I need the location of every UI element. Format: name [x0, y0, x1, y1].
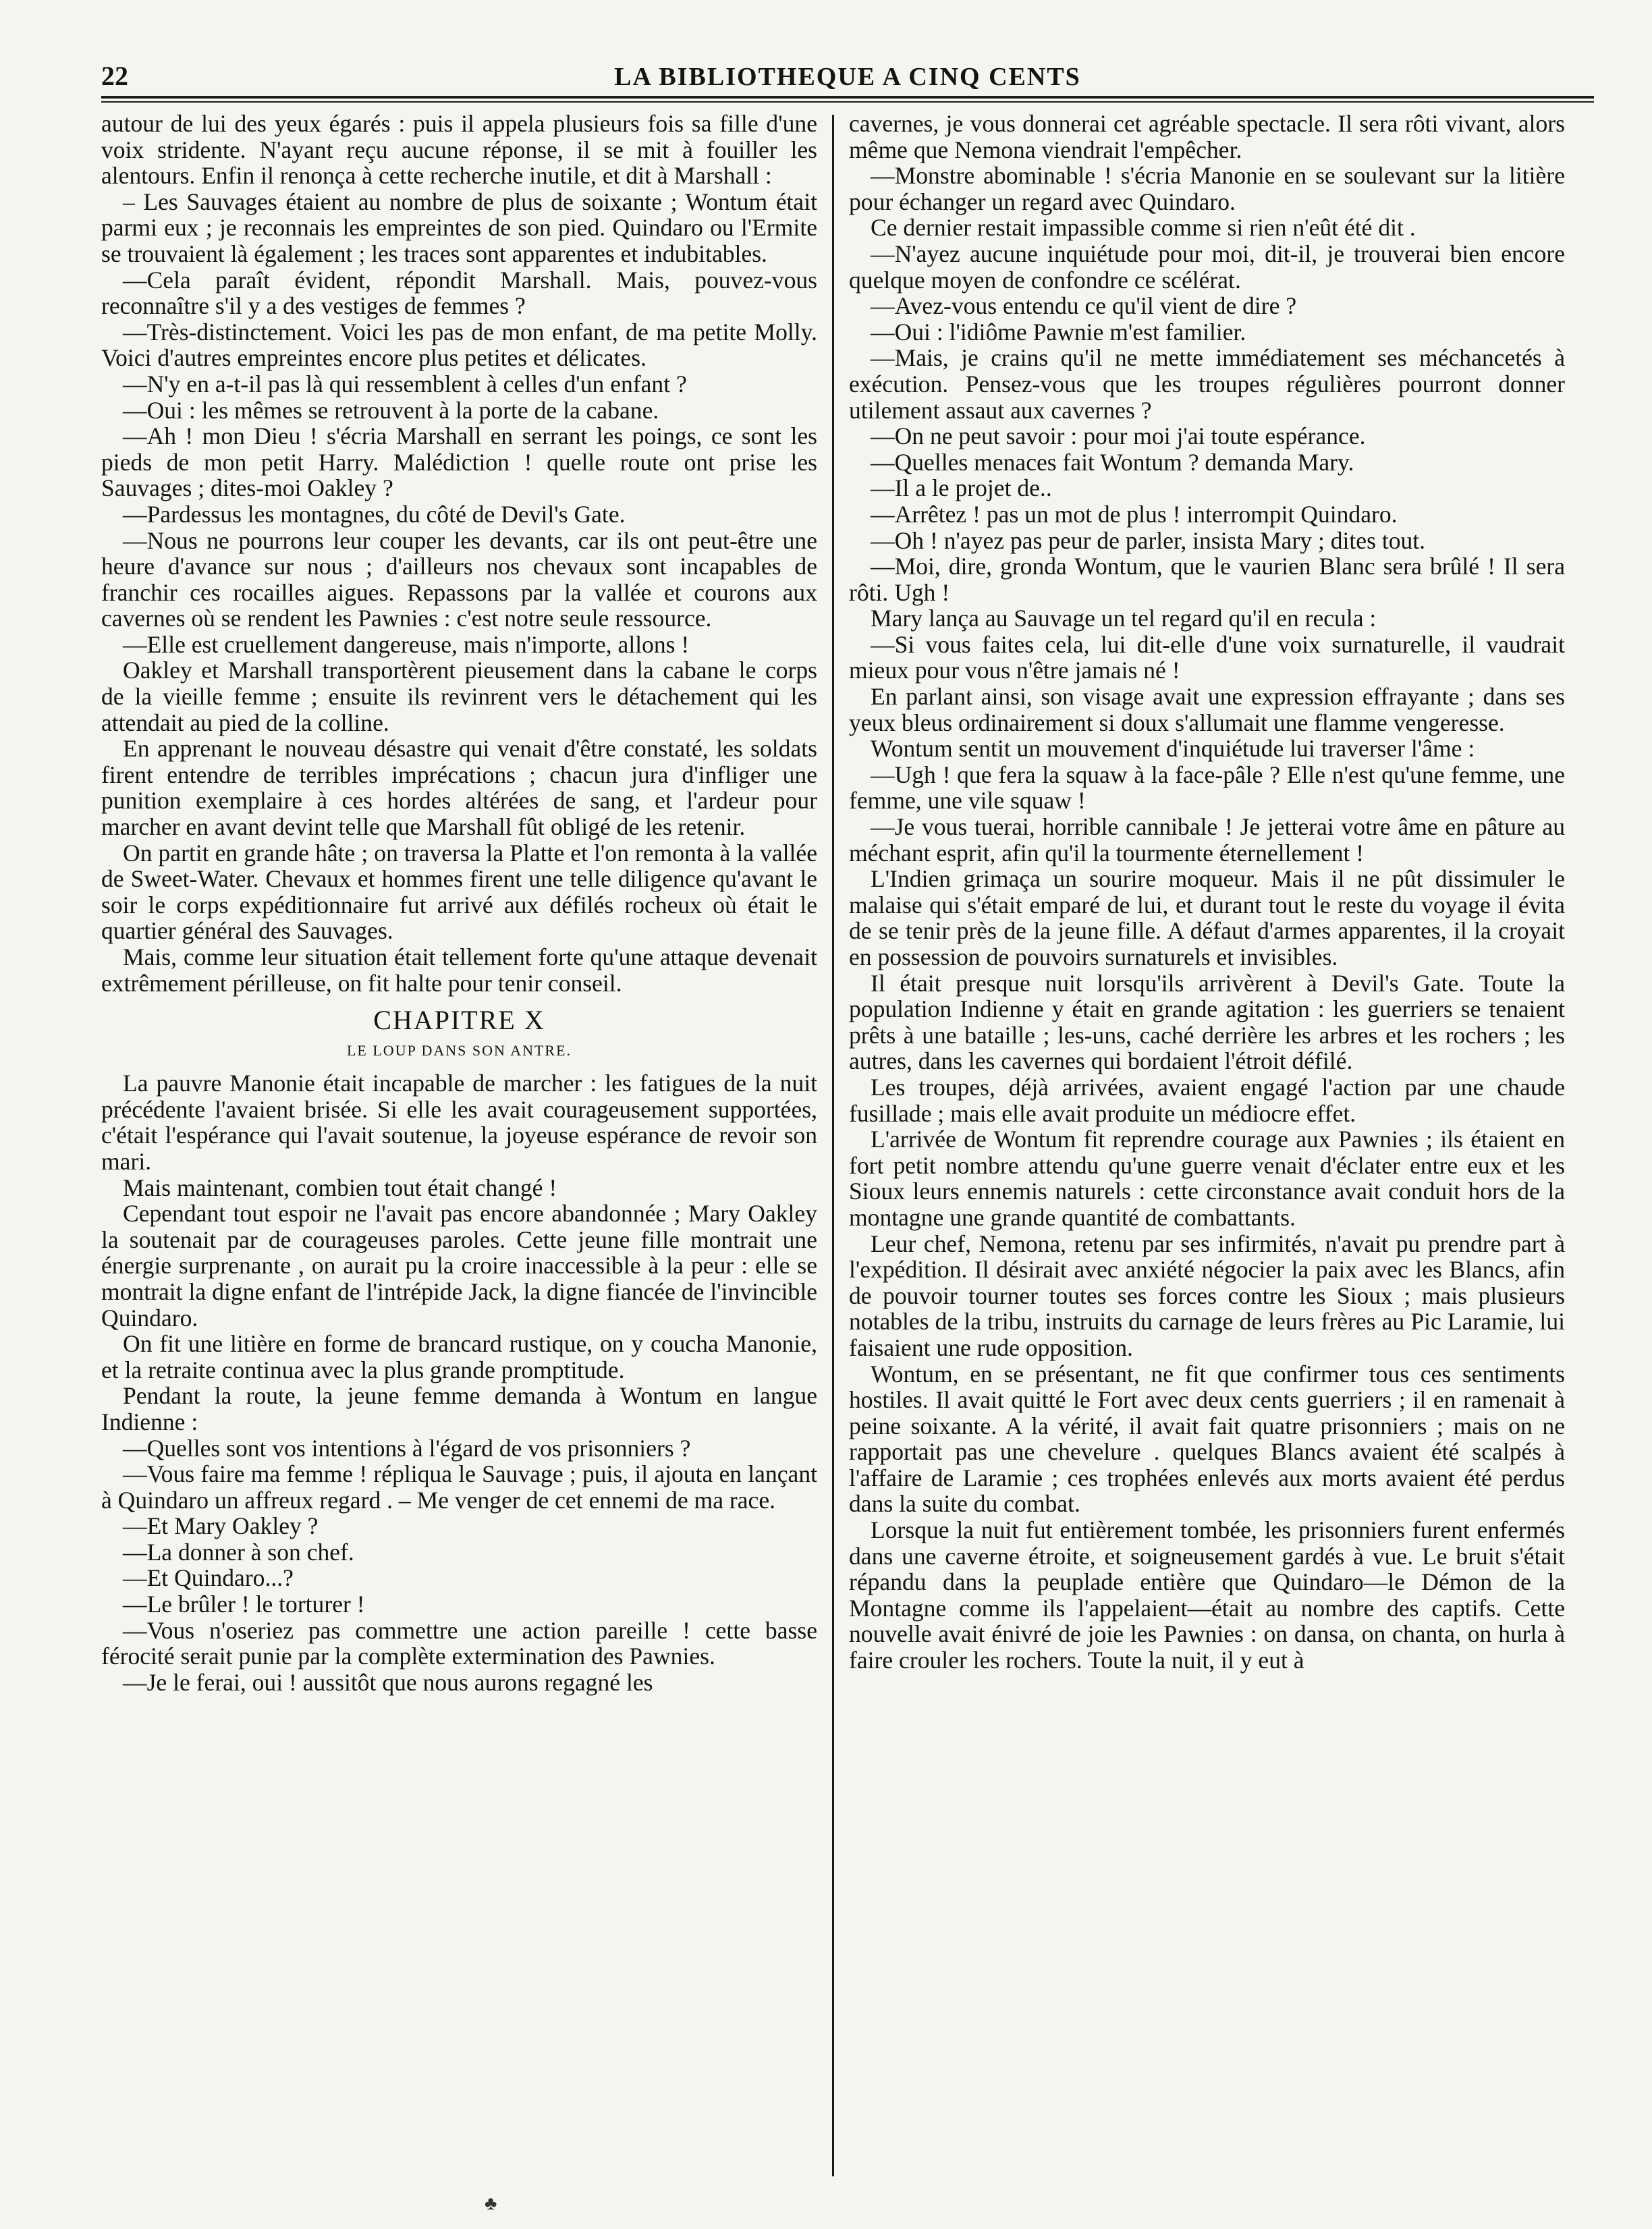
paragraph: —Oh ! n'ayez pas peur de parler, insista Mary ; dites tout.	[871, 526, 1426, 554]
left-column	[101, 111, 832, 2216]
paragraph: —Si vous faites cela, lui dit-elle d'une voix surnaturelle, il vaudrait mieux pour vous n'être jamais né !	[849, 630, 1565, 684]
paragraph: – Les Sauvages étaient au nombre de plus de soixante ; Wontum était parmi eux ; je reconnais les empreintes de son pied. Quindaro ou l'Ermite se trouvaient là également ; les traces sont apparentes et indubitables.	[101, 188, 817, 267]
paragraph: Cependant tout espoir ne l'avait pas encore abandonnée ; Mary Oakley la soutenait par de courageuses paroles. Cette jeune fille montrait une énergie surprenante , on aurait pu la croire inaccessible à la peur : elle se montrait la digne enfant de l'intrépide Jack, la digne fiancée de l'invincible Quindaro.	[101, 1200, 817, 1331]
chapter-subtitle: LE LOUP DANS SON ANTRE.	[346, 1042, 572, 1060]
footer-ornament: ♣	[485, 2193, 497, 2214]
paragraph: —Quelles sont vos intentions à l'égard de vos prisonniers ?	[123, 1434, 691, 1462]
paragraph: —Elle est cruellement dangereuse, mais n'importe, allons !	[123, 630, 690, 658]
right-paragraphs	[849, 111, 1565, 1674]
paragraph: L'Indien grimaça un sourire moqueur. Mais il ne pût dissimuler le malaise qui s'était emparé de lui, et durant tout le reste du voyage il évita de se tenir près de la jeune fille. A défaut d'armes apparentes, il la croyait en possession de pouvoirs surnaturels et invisibles.	[849, 865, 1565, 970]
paragraph: —La donner à son chef.	[123, 1538, 354, 1566]
paragraph: —Il a le projet de..	[871, 474, 1052, 502]
paragraph: —Arrêtez ! pas un mot de plus ! interrompit Quindaro.	[871, 500, 1398, 528]
header-double-rule	[101, 101, 1594, 103]
paragraph: —Oui : l'idiôme Pawnie m'est familier.	[871, 318, 1246, 346]
paragraph: —Très-distinctement. Voici les pas de mon enfant, de ma petite Molly. Voici d'autres empreintes encore plus petites et délicates.	[101, 318, 817, 372]
paragraph: On fit une litière en forme de brancard rustique, on y coucha Manonie, et la retraite continua avec la plus grande promptitude.	[101, 1330, 817, 1383]
paragraph: —Oui : les mêmes se retrouvent à la porte de la cabane.	[123, 396, 659, 424]
paragraph: —Avez-vous entendu ce qu'il vient de dire ?	[871, 292, 1297, 320]
paragraph: Wontum, en se présentant, ne fit que confirmer tous ces sentiments hostiles. Il avait quitté le Fort avec deux cents guerriers ; il en ramenait à peine soixante. A la vérité, il avait fait quatre prisonniers ; mais on ne rapportait pas une chevelure . quelques Blancs avaient été scalpés à l'affaire de Laramie ; ces trophées enlevés aux morts avaient été perdus dans la suite du combat.	[849, 1360, 1565, 1518]
paragraph: Leur chef, Nemona, retenu par ses infirmités, n'avait pu prendre part à l'expédition. Il désirait avec anxiété négocier la paix avec les Blancs, afin de pouvoir tourner toutes ses forces contre les Sioux ; mais plusieurs notables de la tribu, instruits du carnage de leurs frères au Pic Laramie, lui faisaient une rude opposition.	[849, 1230, 1565, 1361]
paragraph: —On ne peut savoir : pour moi j'ai toute espérance.	[871, 422, 1366, 450]
left-paragraphs-after	[101, 1070, 817, 1695]
paragraph: —Pardessus les montagnes, du côté de Devil's Gate.	[123, 500, 626, 528]
paragraph: Oakley et Marshall transportèrent pieusement dans la cabane le corps de la vieille femme ; ensuite ils revinrent vers le détachement qui les attendait au pied de la colline.	[101, 657, 817, 736]
paragraph: —Monstre abominable ! s'écria Manonie en se soulevant sur la litière pour échanger un regard avec Quindaro.	[849, 162, 1565, 215]
paragraph: Wontum sentit un mouvement d'inquiétude lui traverser l'âme :	[871, 735, 1475, 763]
paragraph: Les troupes, déjà arrivées, avaient engagé l'action par une chaude fusillade ; mais elle avait produite un médiocre effet.	[849, 1073, 1565, 1127]
paragraph: —Et Mary Oakley ?	[123, 1512, 319, 1540]
paragraph: —Je le ferai, oui ! aussitôt que nous aurons regagné les	[123, 1668, 653, 1696]
paragraph: On partit en grande hâte ; on traversa la Platte et l'on remonta à la vallée de Sweet-Water. Chevaux et hommes firent une telle diligence qu'avant le soir le corps expéditionnaire fut arrivé aux défilés rocheux où était le quartier général des Sauvages.	[101, 839, 817, 945]
paragraph: Ce dernier restait impassible comme si rien n'eût été dit .	[871, 214, 1416, 242]
paragraph: En parlant ainsi, son visage avait une expression effrayante ; dans ses yeux bleus ordinairement si doux s'allumait une flamme vengeresse.	[849, 683, 1565, 736]
paragraph: —Et Quindaro...?	[123, 1564, 294, 1592]
paragraph: —Cela paraît évident, répondit Marshall. Mais, pouvez-vous reconnaître s'il y a des vestiges de femmes ?	[101, 266, 817, 320]
paragraph: —Ah ! mon Dieu ! s'écria Marshall en serrant les poings, ce sont les pieds de mon petit Harry. Malédiction ! quelle route ont prise les Sauvages ; dites-moi Oakley ?	[101, 422, 817, 502]
paragraph: —Je vous tuerai, horrible cannibale ! Je jetterai votre âme en pâture au méchant esprit, afin qu'il la tourmente éternellement !	[849, 813, 1565, 866]
chapter-title: CHAPITRE X	[373, 1005, 545, 1036]
paragraph: Mais, comme leur situation était tellement forte qu'une attaque devenait extrêmement périlleuse, on fit halte pour tenir conseil.	[101, 943, 817, 997]
paragraph: —Le brûler ! le torturer !	[123, 1591, 365, 1618]
paragraph: La pauvre Manonie était incapable de marcher : les fatigues de la nuit précédente l'avaient brisée. Si elle les avait courageusement supportées, c'était l'espérance qui l'avait soutenue, la joyeuse espérance de revoir son mari.	[101, 1070, 817, 1175]
paragraph: cavernes, je vous donnerai cet agréable spectacle. Il sera rôti vivant, alors même que Nemona viendrait l'empêcher.	[849, 111, 1565, 163]
paragraph: —Quelles menaces fait Wontum ? demanda Mary.	[871, 448, 1354, 476]
paragraph: —Vous n'oseriez pas commettre une action pareille ! cette basse férocité serait punie par la complète extermination des Pawnies.	[101, 1616, 817, 1670]
paragraph: En apprenant le nouveau désastre qui venait d'être constaté, les soldats firent entendre de terribles imprécations ; chacun jura d'infliger une punition exemplaire à ces hordes altérées de sang, et l'ardeur pour marcher en avant devint telle que Marshall fût obligé de les retenir.	[101, 735, 817, 841]
paragraph: —Vous faire ma femme ! répliqua le Sauvage ; puis, il ajouta en lançant à Quindaro un affreux regard . – Me venger de cet ennemi de ma race.	[101, 1460, 817, 1514]
paragraph: —Nous ne pourrons leur couper les devants, car ils ont peut-être une heure d'avance sur nous ; d'ailleurs nos chevaux sont incapables de franchir ces rocailles aigues. Repassons par la vallée et courons aux cavernes où se rendent les Pawnies : c'est notre seule ressource.	[101, 526, 817, 632]
paragraph: Mary lança au Sauvage un tel regard qu'il en recula :	[871, 605, 1377, 632]
running-title: LA BIBLIOTHEQUE A CINQ CENTS	[614, 63, 1081, 91]
right-column	[834, 111, 1565, 2216]
paragraph: —Moi, dire, gronda Wontum, que le vaurien Blanc sera brûlé ! Il sera rôti. Ugh !	[849, 553, 1565, 606]
left-paragraphs-before	[101, 111, 817, 996]
paragraph: —Mais, je crains qu'il ne mette immédiatement ses méchancetés à exécution. Pensez-vous que les troupes régulières pourront donner utilement assaut aux cavernes ?	[849, 344, 1565, 424]
paragraph: —N'y en a-t-il pas là qui ressemblent à celles d'un enfant ?	[123, 370, 687, 397]
page-number: 22	[101, 61, 128, 91]
paragraph: autour de lui des yeux égarés : puis il appela plusieurs fois sa fille d'une voix stridente. N'ayant reçu aucune réponse, il se mit à fouiller les alentours. Enfin il renonça à cette recherche inutile, et dit à Marshall :	[101, 111, 817, 190]
paragraph: —Ugh ! que fera la squaw à la face-pâle ? Elle n'est qu'une femme, une femme, une vile squaw !	[849, 761, 1565, 815]
paragraph: Lorsque la nuit fut entièrement tombée, les prisonniers furent enfermés dans une caverne étroite, et soigneusement gardés à vue. Le bruit s'était répandu dans la peuplade entière que Quindaro—le Démon de la Montagne comme ils l'appelaient—était au nombre des captifs. Cette nouvelle avait énivré de joie les Pawnies : on dansa, on chanta, on hurla à faire crouler les rochers. Toute la nuit, il y eut à	[849, 1516, 1565, 1674]
paragraph: L'arrivée de Wontum fit reprendre courage aux Pawnies ; ils étaient en fort petit nombre attendu qu'une guerre venait d'éclater entre eux et les Sioux leurs ennemis naturels : cette circonstance avait conduit hors de la montagne une grande quantité de combattants.	[849, 1126, 1565, 1231]
paragraph: Pendant la route, la jeune femme demanda à Wontum en langue Indienne :	[101, 1382, 817, 1435]
running-header	[101, 54, 1594, 99]
paragraph: Il était presque nuit lorsqu'ils arrivèrent à Devil's Gate. Toute la population Indienne y était en grande agitation : les guerriers se tenaient prêts à une bataille ; les-uns, caché derrière les arbres et les rochers ; les autres, dans les cavernes qui bordaient l'étroit défilé.	[849, 969, 1565, 1075]
paragraph: Mais maintenant, combien tout était changé !	[123, 1174, 557, 1201]
text-columns	[101, 111, 1594, 2216]
paragraph: —N'ayez aucune inquiétude pour moi, dit-il, je trouverai bien encore quelque moyen de confondre ce scélérat.	[849, 240, 1565, 294]
